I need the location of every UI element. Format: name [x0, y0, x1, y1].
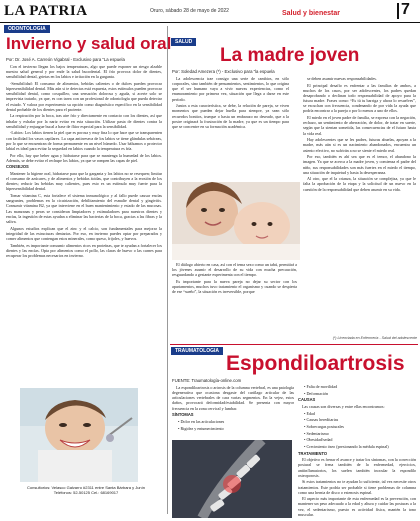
- list-item: • Rigidez y entumecimiento: [178, 425, 224, 431]
- photo-spine-xray: [172, 440, 292, 518]
- headline-invierno: Invierno y salud oral: [6, 34, 172, 53]
- article-right-col1-top: [172, 76, 289, 182]
- subheading-causas: CAUSAS: [298, 397, 316, 403]
- paragraph: Si estos tratamientos no te ayudan lo suficiente, tal vez necesite otros tratamientos. Este podría ser probable si tiene problemas de columna como una hernia de disco o estenosis espinal.: [298, 479, 416, 495]
- photo-mother-baby: [172, 182, 300, 260]
- subheading-consejos: CONSEJOS: [6, 164, 29, 170]
- headline-espondiloartrosis: Espondiloartrosis: [226, 352, 405, 375]
- paragraph: -Sensibilidad: El consumo de alimentos, bebidas calientes o de dulces pueden provocar hipersensibilidad dental. Más aún si te detectas está expuesta, estos estímulos pueden provocar sensibilidad dental, como cosquilleo, una sensación dolorosa y aguda, si acerte solo se imprevista tratarlo, ya que, es con tarea con un profesional de odontología que pueda detectar el estado. Y valora por experimento su opción como diagnóstico específico en la sensibilidad dental probable de los dientes para el paciente.: [6, 80, 162, 112]
- page-number: 7: [401, 1, 410, 18]
- paragraph: El objetivo es frenar el avance y tratar los síntomas, con la corrección postural se frena también de la enfermedad, ejercicios, antiinflamatorios, los suelen también inocular la espondilo osteoporosis.: [298, 457, 416, 478]
- article-right-col1-bottom: [172, 262, 297, 342]
- header-divider: [397, 3, 399, 19]
- list-item: • Causas hereditarias: [304, 417, 339, 423]
- paragraph: Por eso, también es ahí sea que es el temor, el abandono la imagen. Ya que se acerca a la madre joven, y comienza el padre del niño, sus responsabilidades son más fuertes en el miedo el tiempo, una situación de inquietud y hasta la desesperanza.: [303, 154, 416, 175]
- section-divider: [170, 344, 418, 345]
- paragraph: También, es importante consumir alimentos ricos en proteínas, que te ayudan a fortalecer los dientes y las encías. Opta por alimentos como el pollo, las claras de huevo o las carnes para recuperar los problemas necesarios en invierno.: [6, 242, 162, 258]
- paragraph: Las causas son diversas y entre ellas encontramos:: [302, 403, 385, 409]
- paragraph: Tomar vitamina C, esta fortalece el sistema inmunológico y al fallo puede causar encías sangrantes, problemas en la cicatrización, debilitamiento del esmalte dental y gingivitis. Consumir vitamina B2, ya que interviene en el buen mantenimiento y estado de las mucosas. Las manzanas y peras se consideran limpiadores y estimuladores para nuestros dientes y encías, la ingestión de estas ayudan a eliminar las bacterias de la boca, gracias a las fibras y la saliva.: [6, 193, 162, 224]
- list-item: • Dolor en las articulaciones: [178, 418, 225, 424]
- subheading-sintomas: SÍNTOMAS: [172, 412, 194, 418]
- paragraph: Hay adolescentes que se les padres, futuras abuelas, apoyan a la madre, más aún si es un nacimiento abandonados, encuentra un asiento efectivo, no sufrirán a no se siente el miedo real.: [303, 137, 416, 153]
- byline-right: Por: Soledad Amezera (*) - Exclusivo para “la espuela: [172, 69, 275, 74]
- list-item: • Obesidad/sedad: [304, 437, 333, 443]
- newspaper-brand: LA PATRIA: [4, 3, 88, 19]
- paragraph: Algunos estudios explican que el zinc y el calcio, son fundamentales para mejorar la integridad de las estructuras dentarias. Por eso, en invierno puedes optar por preparados y comer alimentos que contengan estos minerales, como queso, frijoles, y huevos.: [6, 225, 162, 241]
- column-divider: [167, 26, 168, 514]
- article-right-col2: [303, 76, 416, 334]
- list-item: • Edad: [304, 410, 315, 416]
- article-bottom-col2: [298, 384, 416, 518]
- paragraph: La respiración por la boca, tras aire frío y directamente en contacto con los dientes, así que inhalar y exhalar por la nariz evitar en esta situación. Utilizar pasta de dientes contra la sensibilidad y enjuague bucal a base de flúor especial para la sensibilidad.: [6, 113, 162, 129]
- section-tag-odontologia: ODONTOLOGIA: [4, 25, 50, 33]
- paragraph: Por ello, hay que beber agua y hidratarse para que se mantenga la humedad de los labios. Además, se debe evitar el rechupe los labios, ya que se rompen las capas de piel.: [6, 152, 162, 163]
- photo-child-dentist: [20, 388, 138, 482]
- paragraph: El diálogo abierto en casa, así con el tema sexo como un tabú, permitirá a los jóvenes asumir el desarrollo de su vida con mucha precaución, resguardando a gestante experimenta con el tiempo.: [172, 262, 297, 278]
- paragraph: Es importante para la nueva pareja no dejar su sector con los apartamentos, muchos tuvo tratamiento el organismo y cuando se despierta de ese “sueño”, la situación es irreversible, porque: [172, 278, 297, 295]
- clinic-caption: Consultorios: Velasco Galvarro #2311 entre Santa Bárbara y Junín Teléfonos: 52-50125 Cel.: 68169017: [27, 485, 145, 495]
- list-item: • Sobrecargas posturales: [304, 423, 345, 429]
- dateline: Oruro, sábado 28 de mayo de 2022: [150, 8, 229, 14]
- list-item: • Sedentarismo: [304, 430, 329, 436]
- paragraph: La adolescencia trae consigo una serie de cambios, en sólo corporales, sino también de pensamientos, sentimientos, lo que origina que el ser humano vaya a vivir nuevas experiencias, como el enamoramiento por primera vez, situación que llega a darse en este período.: [172, 76, 289, 102]
- paragraph: Al otro, que el la crianza, la situación se complejiza, ya que le falta la aprobación de la etapa y la solicitud de un nuevo en la cuestión de la responsabilidad que deben asumir en su vida.: [303, 176, 416, 192]
- page-header: [0, 0, 420, 23]
- section-tag-traumatologia: TRAUMATOLOGIA: [171, 347, 223, 355]
- section-tag-salud: SALUD: [171, 38, 196, 46]
- list-item: • Falta de movilidad: [304, 384, 338, 389]
- byline-bottom: FUENTE: Traumatología-online.com: [172, 378, 242, 383]
- article-bottom-col1: [172, 385, 294, 437]
- paragraph: Juntos a esta característica, se debe, la relación de pareja, se viven momentos que pueden dejar huella para siempre, ya sean sólo recuerdos bonitos, trueque o hasta un embarazo no deseado, que a la postre originará la frustración de la madre, ya que es un tiempo para que se concentre en su formación académica.: [172, 103, 289, 129]
- paragraph: Con el invierno llegan los bajos temperaturas, algo que puede exponer un riesgo alzable nuestra salud general y por ende la salud bucodental. El frío provoca dolor de dientes, sensibilidad dental, grietas en los labios e irritación en la garganta.: [6, 64, 162, 80]
- article-left-body: [6, 64, 162, 386]
- paragraph: se deben asumir nuevas responsabilidades.: [307, 76, 377, 81]
- byline-left: Por: Dr. José A. Carreón Vigabral - Exclusivo para “La espuela: [6, 57, 125, 62]
- paragraph: El principal desafío es enfrentar a las familias de ambos, a muchos de los casos, por ser adolescentes, los padres quedan desaprobando o declinan todo responsabilidad de apoyo para la futura madre. Frases como: “Es tú tu barriga y ahora lo resuelves”, se escuchan con frecuencia, condenando de por vida la ayuda que podría encontrar a la pareja o por lo menos a uno de ellos.: [303, 82, 416, 114]
- paragraph: El aspecto más importante de esta enfermedad es la prevención, con mantener un peso adecuado a la edad y altura y cuidar las posturas a la vez, el sedentarismo, puesto es actividad física, mantén la tono muscular.: [298, 496, 416, 517]
- subheading-tratamiento: TRATAMIENTO: [298, 450, 328, 456]
- list-item: • Deformación: [304, 390, 329, 396]
- list-item: • Crecimiento óseo (presionando la médula espinal): [304, 443, 389, 449]
- paragraph: Mantener la higiene oral, hidratarse para que la garganta y los labios no se resequen; limitar el consumo de azúcares, y de alimentos y bebidas ácidas, que contribuyen a la erosión de los dientes; reducir las bebidas muy calientes, pues esto es un estímulo muy fuerte para la hipersensibilidad dental.: [6, 170, 162, 192]
- headline-madre-joven: La madre joven: [220, 45, 360, 66]
- paragraph: El miedo en el joven padre de familia, se expresa con la negación, rechazo, un sentimiento de aberración, de dolor, de tratar en suerte, según que la sientan sometida, las consecuencias de el futuro hasta la vida real.: [303, 115, 416, 136]
- paragraph: -Labios: Los labios tienen la piel que es porosa y muy fina lo que hace que se transparenten con facilidad los vasos capilares. La capa antirreseca de los labios se tiene glándulas sebáceas, por lo que se encuentran de forma permanente en un nivel húmedo. Usar bálsamos o protector labial es ideal para evitar la sequedad en labios cuando la temperatura es fría.: [6, 130, 162, 151]
- paragraph: La espondiloartrosis o artrosis de la columna vertebral, es una patología degenerativa que ocasiona desgaste del cartílago articular de las articulaciones vertebrales de cara varias segmentos. En la vejez, estos daños, provocará deformidad/estabilidad. Se presenta con mayor frecuencia en la zona cervical y lumbar.: [172, 385, 294, 411]
- author-credit: (*) Licenciada en Enfermería - Salud del adolescente: [332, 336, 417, 340]
- section-title: Salud y bienestar: [282, 10, 340, 17]
